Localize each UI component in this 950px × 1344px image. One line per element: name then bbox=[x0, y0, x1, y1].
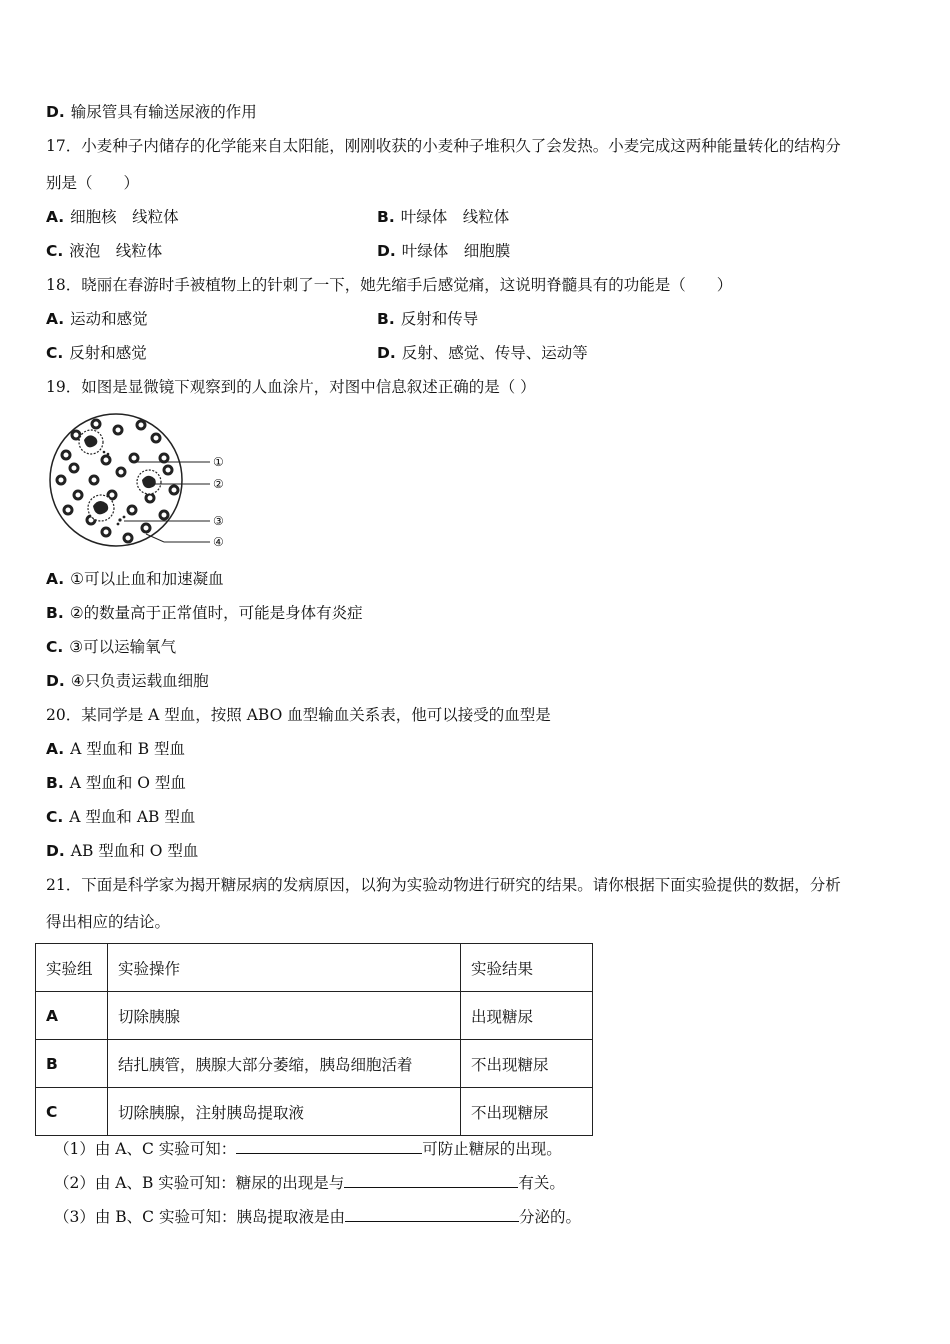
q17-option-d: D. 叶绿体 细胞膜 bbox=[377, 242, 511, 260]
q21-sub1: （1）由 A、C 实验可知： 可防止糖尿的出现。 bbox=[54, 1137, 562, 1160]
q19-option-b: B. ②的数量高于正常值时，可能是身体有炎症 bbox=[46, 604, 363, 622]
q17-stem-line2: 别是（ ） bbox=[46, 174, 140, 192]
q20-option-b: B. A 型血和 O 型血 bbox=[46, 774, 186, 792]
table-row bbox=[36, 992, 593, 1040]
answer-blank-3[interactable] bbox=[345, 1205, 519, 1222]
q17-option-c: C. 液泡 线粒体 bbox=[46, 242, 163, 260]
experiment-table bbox=[35, 943, 593, 1136]
blood-smear-figure bbox=[46, 410, 236, 555]
answer-blank-2[interactable] bbox=[344, 1171, 518, 1188]
q18-option-b: B. 反射和传导 bbox=[377, 310, 479, 328]
table-cell: 切除胰腺，注射胰岛提取液 bbox=[108, 1088, 461, 1136]
figure-label-1: ① bbox=[213, 455, 224, 469]
table-header-row bbox=[36, 944, 593, 992]
q19-stem: 19．如图是显微镜下观察到的人血涂片，对图中信息叙述正确的是（ ） bbox=[46, 378, 536, 396]
q16-option-d: D. 输尿管具有输送尿液的作用 bbox=[46, 103, 257, 121]
table-header-cell: 实验组 bbox=[36, 944, 108, 992]
table-cell: 结扎胰管，胰腺大部分萎缩，胰岛细胞活着 bbox=[108, 1040, 461, 1088]
figure-label-2: ② bbox=[213, 477, 224, 491]
figure-label-4: ④ bbox=[213, 535, 224, 549]
table-cell: 切除胰腺 bbox=[108, 992, 461, 1040]
q19-option-c: C. ③可以运输氧气 bbox=[46, 638, 177, 656]
q18-stem: 18．晓丽在春游时手被植物上的针刺了一下，她先缩手后感觉痛，这说明脊髓具有的功能是（ ） bbox=[46, 276, 733, 294]
q18-option-a: A. 运动和感觉 bbox=[46, 310, 148, 328]
answer-blank-1[interactable] bbox=[236, 1137, 422, 1154]
q17-stem-line1: 17．小麦种子内储存的化学能来自太阳能，刚刚收获的小麦种子堆积久了会发热。小麦完成这两种能量转化的结构分 bbox=[46, 137, 841, 155]
table-row bbox=[36, 1088, 593, 1136]
q20-stem: 20．某同学是 A 型血，按照 ABO 血型输血关系表，他可以接受的血型是 bbox=[46, 706, 551, 724]
q21-stem-line2: 得出相应的结论。 bbox=[46, 913, 171, 931]
table-cell: C bbox=[36, 1088, 108, 1136]
table-cell: 出现糖尿 bbox=[461, 992, 593, 1040]
table-cell: 不出现糖尿 bbox=[461, 1040, 593, 1088]
table-row bbox=[36, 1040, 593, 1088]
table-cell: 不出现糖尿 bbox=[461, 1088, 593, 1136]
q18-option-d: D. 反射、感觉、传导、运动等 bbox=[377, 344, 588, 362]
q19-option-a: A. ①可以止血和加速凝血 bbox=[46, 570, 224, 588]
table-cell: B bbox=[36, 1040, 108, 1088]
table-header-cell: 实验结果 bbox=[461, 944, 593, 992]
q19-option-d: D. ④只负责运载血细胞 bbox=[46, 672, 209, 690]
q21-stem-line1: 21．下面是科学家为揭开糖尿病的发病原因，以狗为实验动物进行研究的结果。请你根据下面实验提供的数据，分析 bbox=[46, 876, 841, 894]
q17-option-b: B. 叶绿体 线粒体 bbox=[377, 208, 510, 226]
q21-sub3: （3）由 B、C 实验可知：胰岛提取液是由 分泌的。 bbox=[54, 1205, 581, 1228]
q17-option-a: A. 细胞核 线粒体 bbox=[46, 208, 179, 226]
q18-option-c: C. 反射和感觉 bbox=[46, 344, 147, 362]
figure-label-3: ③ bbox=[213, 514, 224, 528]
table-header-cell: 实验操作 bbox=[108, 944, 461, 992]
q20-option-c: C. A 型血和 AB 型血 bbox=[46, 808, 196, 826]
q20-option-a: A. A 型血和 B 型血 bbox=[46, 740, 186, 758]
q21-sub2: （2）由 A、B 实验可知：糖尿的出现是与 有关。 bbox=[54, 1171, 565, 1194]
table-cell: A bbox=[36, 992, 108, 1040]
q20-option-d: D. AB 型血和 O 型血 bbox=[46, 842, 199, 860]
